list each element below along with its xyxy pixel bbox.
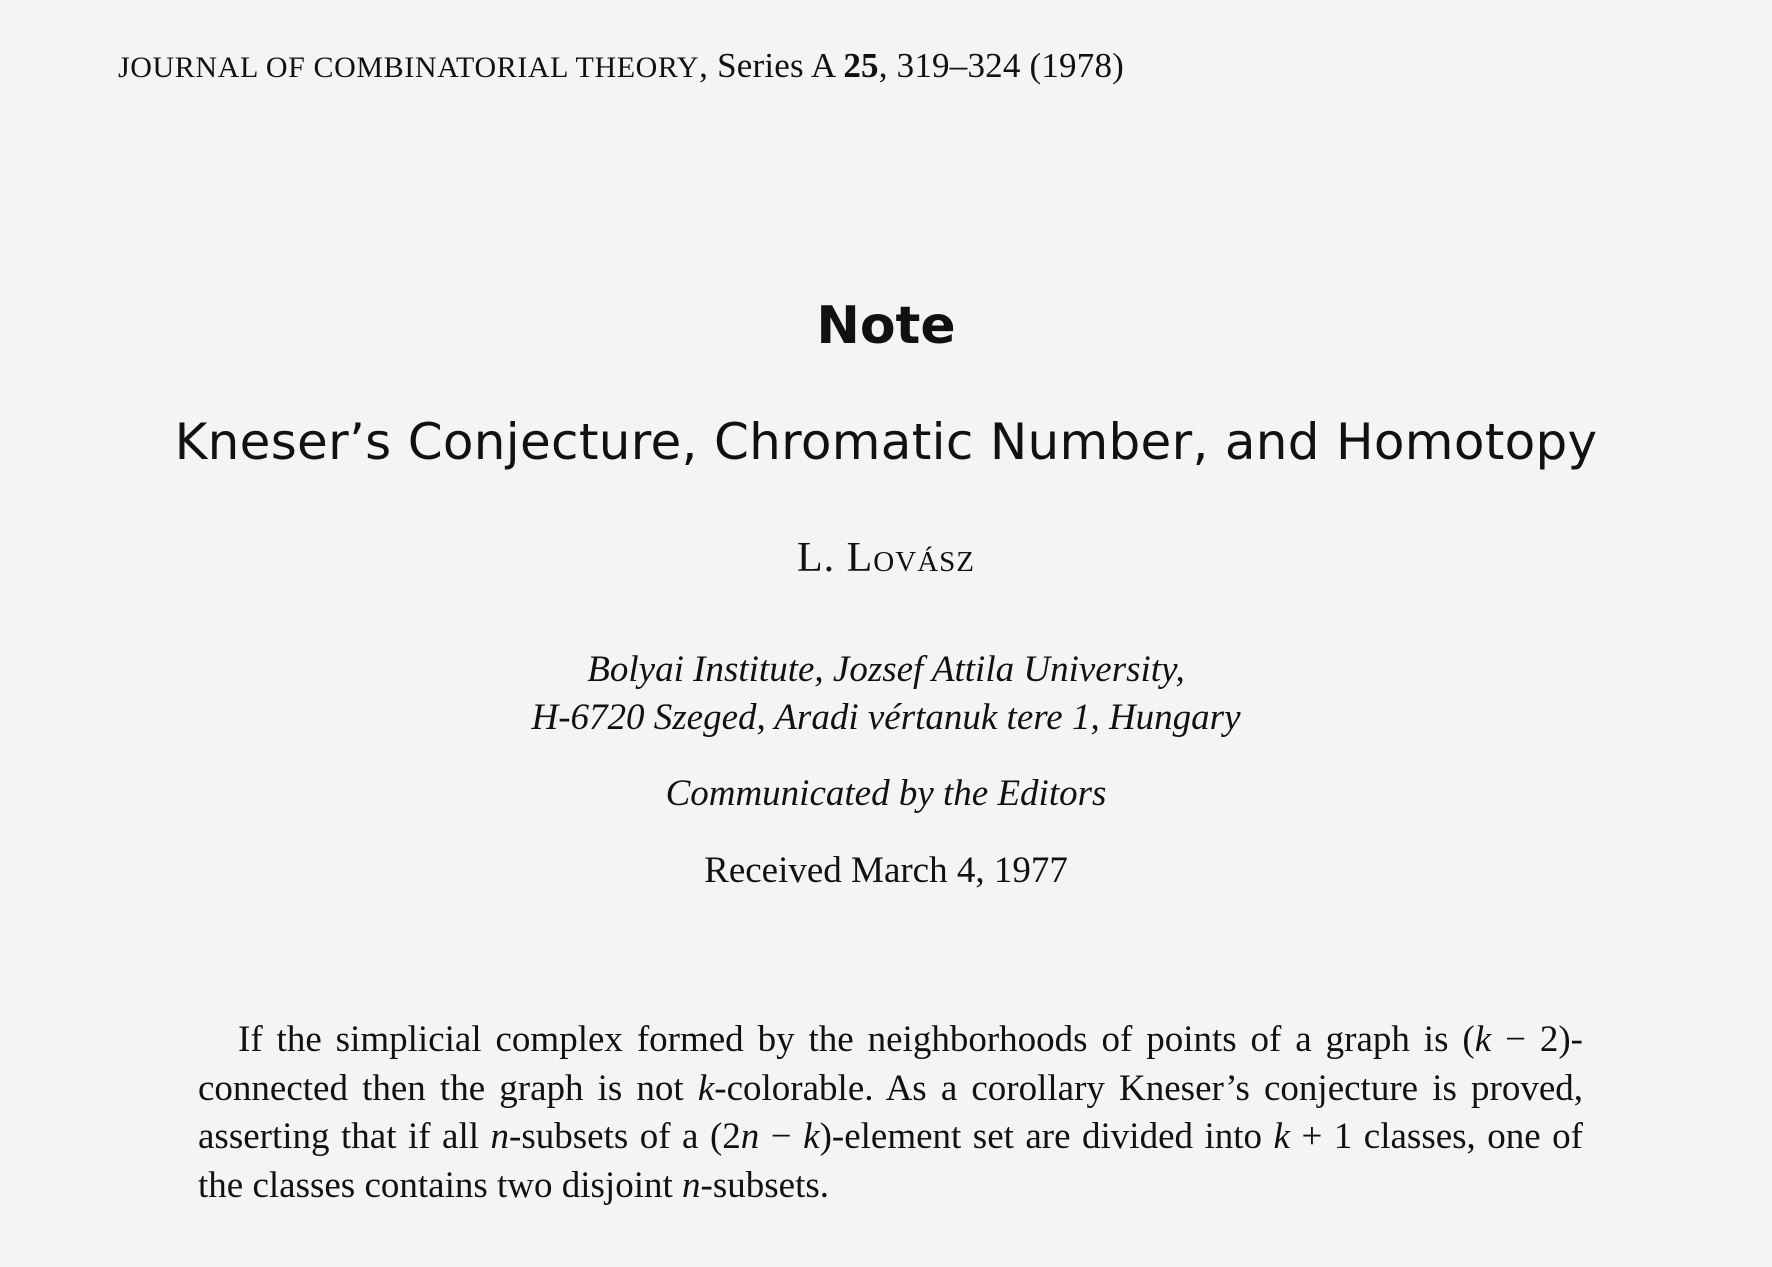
abstract-text: )-element set are divided into (819, 1116, 1274, 1157)
math-var-k: k (697, 1067, 715, 1109)
communicated-by: Communicated by the Editors (665, 773, 1107, 814)
abstract-text: -subsets of a (2 (509, 1116, 741, 1157)
author-name: L. Lovász (797, 535, 975, 581)
math-var-k: k (1474, 1019, 1492, 1060)
note-label: Note (816, 296, 956, 356)
abstract-text: -subsets. (700, 1164, 830, 1206)
abstract-text: − 2)-connected then the graph is not (198, 1019, 1583, 1109)
journal-name: JOURNAL OF COMBINATORIAL THEORY (118, 51, 700, 84)
journal-volume: 25 (843, 46, 879, 85)
math-var-k: k (803, 1116, 820, 1157)
abstract-text: + 1 classes, one of the classes contains two disjoint (198, 1116, 1584, 1206)
math-var-n: n (740, 1116, 760, 1157)
running-head: JOURNAL OF COMBINATORIAL THEORY, Series A 25, 319–324 (1978) (118, 46, 1125, 85)
paper-title: Kneser’s Conjecture, Chromatic Number, and Homotopy (174, 413, 1598, 471)
journal-year: (1978) (1029, 46, 1125, 85)
affiliation-line-1: Bolyai Institute, Jozsef Attila University, (587, 649, 1185, 690)
author-affiliation (0, 646, 1772, 742)
abstract-text: If the simplicial complex formed by the neighborhoods of points of a graph is ( (238, 1019, 1475, 1060)
math-var-k: k (1273, 1116, 1290, 1157)
received-date: Received March 4, 1977 (704, 850, 1068, 891)
affiliation-line-2: H-6720 Szeged, Aradi vértanuk tere 1, Hungary (531, 697, 1241, 738)
abstract (198, 1016, 1583, 1210)
math-var-n: n (682, 1164, 701, 1206)
abstract-text: -colorable. As a corollary Kneser’s conjecture is proved, asserting that if all (198, 1067, 1583, 1157)
journal-series: Series A (717, 46, 835, 85)
journal-pages: 319–324 (896, 46, 1021, 85)
abstract-text: − (759, 1116, 804, 1157)
math-var-n: n (490, 1116, 510, 1157)
